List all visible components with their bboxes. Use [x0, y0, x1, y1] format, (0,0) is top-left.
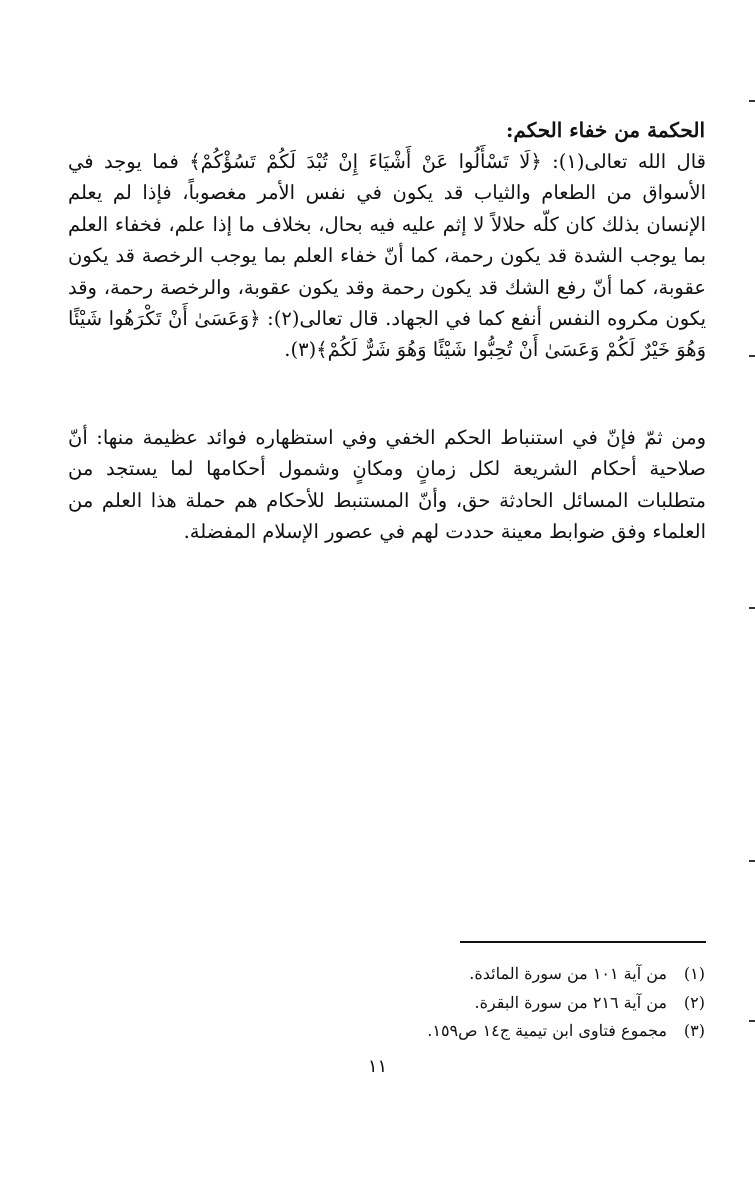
edge-mark — [749, 860, 755, 862]
paragraph-2 — [68, 422, 706, 548]
footnotes — [285, 960, 705, 1046]
section-heading: الحكمة من خفاء الحكم: — [506, 118, 705, 142]
footnote-text: من آية ٢١٦ من سورة البقرة. — [474, 992, 667, 1012]
footnote-text: من آية ١٠١ من سورة المائدة. — [469, 964, 667, 983]
footnote-1 — [285, 960, 705, 989]
edge-mark — [749, 1020, 755, 1022]
paragraph-1-text: قال الله تعالى(١): ﴿لَا تَسْأَلُوا عَنْ أَشْيَاءَ إِنْ تُبْدَ لَكُمْ تَسُؤْكُمْ﴾ فما يوجد في الأسواق من الطعام والثياب قد يكون في نفس الأمر مغصوباً، فإذا لم يعلم الإنسان بذلك كان كلّه حلالاً لا إثم عليه فيه بحال، بخلاف ما إذا علم، فخفاء العلم بما يوجب الشدة قد يكون رحمة، كما أنّ خفاء العلم بما يوجب الرخصة قد يكون عقوبة، كما أنّ رفع الشك قد يكون رحمة وقد يكون عقوبة، والرخصة رحمة، وقد يكون مكروه النفس أنفع كما في الجهاد. قال تعالى(٢): ﴿وَعَسَىٰ أَنْ تَكْرَهُوا شَيْئًا وَهُوَ خَيْرٌ لَكُمْ وَعَسَىٰ أَنْ تُحِبُّوا شَيْئًا وَهُوَ شَرٌّ لَكُمْ﴾(٣). — [68, 150, 706, 362]
footnote-number: (٣) — [683, 1021, 705, 1040]
footnote-number: (١) — [683, 964, 705, 983]
edge-mark — [749, 355, 755, 357]
page-number: ١١ — [367, 1056, 388, 1077]
footnote-separator — [460, 941, 706, 943]
edge-mark — [749, 100, 755, 102]
footnote-3 — [285, 1017, 705, 1046]
footnote-text: مجموع فتاوى ابن تيمية ج١٤ ص١٥٩. — [427, 1021, 667, 1040]
footnote-number: (٢) — [683, 992, 705, 1012]
paragraph-2-text: ومن ثمّ فإنّ في استنباط الحكم الخفي وفي استظهاره فوائد عظيمة منها: أنّ صلاحية أحكام الشريعة لكل زمانٍ ومكانٍ وشمول أحكامها لما يستجد من متطلبات المسائل الحادثة حق، وأنّ المستنبط للأحكام هم حملة هذا العلم من العلماء وفق ضوابط معينة حددت لهم في عصور الإسلام المفضلة. — [68, 426, 706, 544]
edge-mark — [749, 607, 755, 609]
footnote-2 — [285, 989, 705, 1018]
paragraph-1 — [68, 146, 706, 366]
